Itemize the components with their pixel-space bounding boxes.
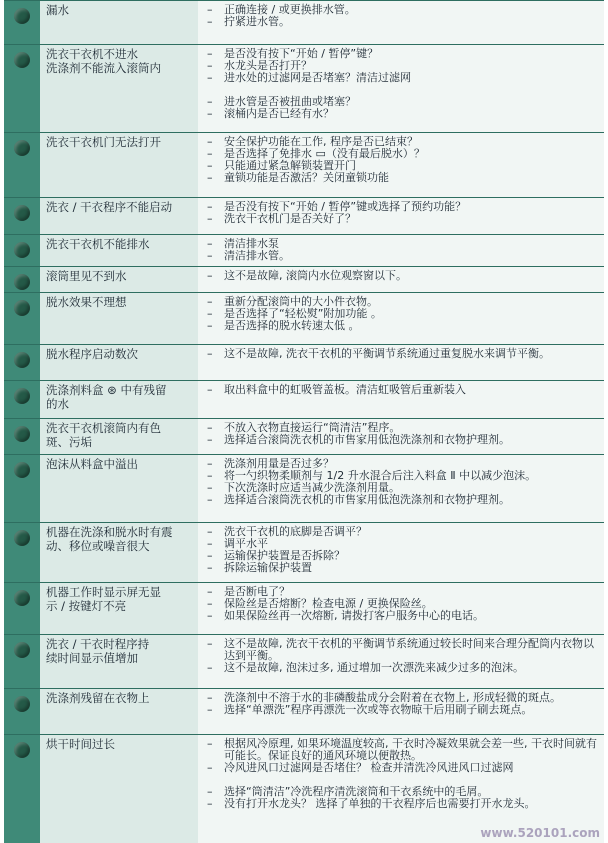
bullet-cell (4, 293, 40, 345)
bullet-dot-icon (14, 388, 30, 404)
dash-marker: – (207, 561, 213, 574)
solution-text: 保险丝是否熔断？检查电源 / 更换保险丝。 (224, 597, 433, 610)
problem-text: 示 / 按键灯不亮 (46, 598, 127, 613)
dash-marker: – (207, 661, 213, 674)
solution-text: 正确连接 / 或更换排水管。 (224, 3, 356, 16)
solution-cell (198, 198, 604, 235)
dash-marker: – (207, 737, 213, 750)
solution-cell (198, 455, 604, 523)
solution-cell (198, 345, 604, 381)
bullet-dot-icon (14, 300, 30, 316)
bullet-cell (4, 455, 40, 523)
solution-item (204, 320, 602, 332)
problem-text: 脱水效果不理想 (46, 295, 127, 309)
bullet-dot-icon (14, 140, 30, 156)
problem-text: 机器在洗涤和脱水时有震 (46, 525, 173, 539)
solution-text: 滚桶内是否已经有水？ (224, 107, 334, 120)
bullet-cell (4, 235, 40, 267)
bullet-cell (4, 689, 40, 735)
problem-cell (40, 381, 198, 419)
bullet-cell (4, 45, 40, 133)
solution-text: 进水管是否被扭曲或堵塞？ (224, 95, 356, 108)
dash-marker: – (207, 319, 213, 332)
solution-cell (198, 267, 604, 293)
solution-text: 进水处的过滤网是否堵塞？清洁过滤网 (224, 71, 411, 84)
dash-marker: – (207, 3, 213, 16)
solution-text: 是否没有按下“开始 / 暂停”键或选择了预约功能？ (224, 200, 467, 213)
solution-item (204, 213, 602, 225)
bullet-cell (4, 523, 40, 583)
solution-text: 童锁功能是否激活？关闭童锁功能 (224, 171, 389, 184)
table-row (4, 418, 604, 455)
problem-text: 漏水 (46, 3, 69, 17)
bullet-dot-icon (14, 242, 30, 258)
bullet-dot-icon (14, 426, 30, 442)
solution-item (204, 108, 602, 120)
solution-text: 清洁排水泵 (224, 237, 279, 250)
dash-marker: – (207, 457, 213, 470)
solution-item (204, 704, 602, 716)
problem-text: 续时间显示值增加 (46, 650, 138, 665)
dash-marker: – (207, 59, 213, 72)
solution-item (204, 762, 602, 774)
solution-text: 拧紧进水管。 (224, 15, 290, 28)
table-row (4, 522, 604, 583)
bullet-dot-icon (14, 52, 30, 68)
table-row (4, 44, 604, 133)
bullet-cell (4, 345, 40, 381)
problem-text: 洗涤剂料盒 ⊛ 中有残留 (46, 383, 167, 397)
troubleshooting-table (4, 0, 604, 842)
dash-marker: – (207, 433, 213, 446)
dash-marker: – (207, 71, 213, 84)
solution-item (204, 562, 602, 574)
solution-text: 下次洗涤时应适当减少洗涤剂用量。 (224, 481, 400, 494)
watermark: www.520101.com (480, 826, 600, 840)
bullet-cell (4, 381, 40, 419)
solution-text: 没有打开水龙头？ 选择了单独的干衣程序后也需要打开水龙头。 (224, 797, 536, 810)
dash-marker: – (207, 347, 213, 360)
table-row (4, 266, 604, 293)
solution-cell (198, 1, 604, 45)
table-row (4, 197, 604, 235)
solution-cell (198, 635, 604, 689)
problem-cell (40, 45, 198, 133)
solution-text: 清洁排水管。 (224, 249, 290, 262)
bullet-cell (4, 198, 40, 235)
solution-text: 只能通过紧急解锁装置开门 (224, 159, 356, 172)
problem-text: 洗涤剂残留在衣物上 (46, 691, 150, 705)
solution-cell (198, 689, 604, 735)
solution-text: 根据风冷原理, 如果环境温度较高, 干衣时冷凝效果就会差一些, 干衣时间就有可能长。保证良好的通风环境以便散热。 (224, 737, 597, 762)
solution-text: 选择“筒清洁”冷洗程序清洗滚筒和干衣系统中的毛屑。 (224, 785, 489, 798)
problem-text: 的水 (46, 396, 69, 411)
problem-cell (40, 198, 198, 235)
solution-text: 是否选择的脱水转速太低 。 (224, 319, 360, 332)
solution-text: 是否选择了“轻松熨”附加功能 。 (224, 307, 382, 320)
solution-text: 这不是故障, 滚筒内水位观察窗以下。 (224, 269, 407, 282)
problem-text: 洗涤剂不能流入滚筒内 (46, 60, 161, 75)
problem-text: 洗衣干衣机滚筒内有色 (46, 421, 161, 435)
solution-item (204, 494, 602, 506)
solution-text: 调平水平 (224, 537, 268, 550)
table-row (4, 0, 604, 45)
table-row (4, 344, 604, 381)
dash-marker: – (207, 421, 213, 434)
solution-item (204, 250, 602, 262)
dash-marker: – (207, 95, 213, 108)
solution-text: 是否选择了免排水 ▭（没有最后脱水）？ (224, 147, 425, 160)
dash-marker: – (207, 135, 213, 148)
dash-marker: – (207, 493, 213, 506)
dash-marker: – (207, 761, 213, 774)
bullet-dot-icon (14, 8, 30, 24)
problem-cell (40, 583, 198, 635)
dash-marker: – (207, 295, 213, 308)
solution-text: 洗涤剂中不溶于水的非磷酸盐成分会附着在衣物上, 形成轻微的斑点。 (224, 691, 561, 704)
problem-text: 洗衣干衣机门无法打开 (46, 135, 161, 149)
problem-cell (40, 455, 198, 523)
dash-marker: – (207, 597, 213, 610)
dash-marker: – (207, 159, 213, 172)
table-row (4, 634, 604, 689)
dash-marker: – (207, 147, 213, 160)
solution-cell (198, 419, 604, 455)
solution-text: 选择适合滚筒洗衣机的市售家用低泡洗涤剂和衣物护理剂。 (224, 433, 510, 446)
solution-item (204, 16, 602, 28)
bullet-dot-icon (14, 742, 30, 758)
table-row (4, 132, 604, 198)
solution-text: 运输保护装置是否拆除？ (224, 549, 345, 562)
dash-marker: – (207, 269, 213, 282)
table-row (4, 380, 604, 419)
bullet-dot-icon (14, 274, 30, 290)
solution-text: 水龙头是否打开？ (224, 59, 312, 72)
solution-text: 这不是故障, 洗衣干衣机的平衡调节系统通过较长时间来合理分配筒内衣物以达到平衡。 (224, 637, 594, 662)
bullet-cell (4, 735, 40, 843)
dash-marker: – (207, 537, 213, 550)
problem-cell (40, 235, 198, 267)
solution-cell (198, 583, 604, 635)
solution-item (204, 798, 602, 810)
solution-text: 安全保护功能在工作, 程序是否已结束？ (224, 135, 418, 148)
problem-text: 机器工作时显示屏无显 (46, 585, 161, 599)
solution-text: 重新分配滚筒中的大小件衣物。 (224, 295, 378, 308)
solution-item (204, 738, 602, 762)
problem-cell (40, 523, 198, 583)
dash-marker: – (207, 637, 213, 650)
solution-text: 不放入衣物直接运行“筒清洁”程序。 (224, 421, 401, 434)
table-row (4, 234, 604, 267)
problem-text: 洗衣 / 干衣程序不能启动 (46, 200, 173, 214)
bullet-dot-icon (14, 530, 30, 546)
table-row (4, 454, 604, 523)
bullet-cell (4, 583, 40, 635)
solution-cell (198, 235, 604, 267)
bullet-cell (4, 133, 40, 198)
dash-marker: – (207, 525, 213, 538)
solution-text: 这不是故障, 洗衣干衣机的平衡调节系统通过重复脱水来调节平衡。 (224, 347, 550, 360)
solution-item (204, 72, 602, 84)
solution-cell (198, 381, 604, 419)
dash-marker: – (207, 797, 213, 810)
bullet-cell (4, 635, 40, 689)
problem-text: 脱水程序启动数次 (46, 347, 138, 361)
solution-item (204, 434, 602, 446)
problem-text: 斑、污垢 (46, 434, 92, 449)
dash-marker: – (207, 200, 213, 213)
problem-text: 烘干时间过长 (46, 737, 115, 751)
solution-text: 拆除运输保护装置 (224, 561, 312, 574)
solution-text: 是否断电了？ (224, 585, 290, 598)
problem-cell (40, 419, 198, 455)
dash-marker: – (207, 107, 213, 120)
dash-marker: – (207, 47, 213, 60)
solution-text: 这不是故障, 泡沫过多, 通过增加一次漂洗来减少过多的泡沫。 (224, 661, 524, 674)
dash-marker: – (207, 609, 213, 622)
dash-marker: – (207, 481, 213, 494)
solution-item (204, 384, 602, 396)
problem-cell (40, 635, 198, 689)
problem-cell (40, 735, 198, 843)
problem-cell (40, 267, 198, 293)
problem-cell (40, 133, 198, 198)
dash-marker: – (207, 703, 213, 716)
bullet-dot-icon (14, 205, 30, 221)
bullet-cell (4, 1, 40, 45)
solution-text: 选择适合滚筒洗衣机的市售家用低泡洗涤剂和衣物护理剂。 (224, 493, 510, 506)
solution-text: 洗衣干衣机的底脚是否调平？ (224, 525, 367, 538)
bullet-dot-icon (14, 642, 30, 658)
problem-text: 滚筒里见不到水 (46, 269, 127, 283)
bullet-cell (4, 419, 40, 455)
problem-cell (40, 689, 198, 735)
solution-item (204, 610, 602, 622)
dash-marker: – (207, 383, 213, 396)
dash-marker: – (207, 15, 213, 28)
bullet-cell (4, 267, 40, 293)
solution-item (204, 638, 602, 662)
table-row (4, 582, 604, 635)
problem-text: 洗衣干衣机不能排水 (46, 237, 150, 251)
dash-marker: – (207, 237, 213, 250)
problem-text: 洗衣 / 干衣时程序持 (46, 637, 150, 651)
problem-text: 动、移位或噪音很大 (46, 538, 150, 553)
table-row (4, 688, 604, 735)
problem-text: 洗衣干衣机不进水 (46, 47, 138, 61)
dash-marker: – (207, 691, 213, 704)
solution-cell (198, 133, 604, 198)
bullet-dot-icon (14, 590, 30, 606)
solution-text: 是否没有按下“开始 / 暂停”键？ (224, 47, 379, 60)
solution-item (204, 172, 602, 184)
problem-cell (40, 345, 198, 381)
solution-cell (198, 293, 604, 345)
bullet-dot-icon (14, 462, 30, 478)
solution-text: 选择“单漂洗”程序再漂洗一次或等衣物晾干后用刷子刷去斑点。 (224, 703, 533, 716)
dash-marker: – (207, 307, 213, 320)
solution-cell (198, 45, 604, 133)
dash-marker: – (207, 171, 213, 184)
dash-marker: – (207, 469, 213, 482)
solution-text: 将一勺织物柔顺剂与 1/2 升水混合后注入料盒 Ⅱ 中以减少泡沫。 (224, 469, 537, 482)
dash-marker: – (207, 585, 213, 598)
bullet-dot-icon (14, 352, 30, 368)
solution-text: 洗衣干衣机门是否关好了？ (224, 212, 356, 225)
solution-item (204, 348, 602, 360)
solution-item (204, 270, 602, 282)
solution-text: 冷风进风口过滤网是否堵住？ 检查并清洗冷风进风口过滤网 (224, 761, 514, 774)
solution-text: 洗涤剂用量是否过多？ (224, 457, 334, 470)
dash-marker: – (207, 785, 213, 798)
dash-marker: – (207, 212, 213, 225)
solution-text: 取出料盒中的虹吸管盖板。清洁虹吸管后重新装入 (224, 383, 466, 396)
dash-marker: – (207, 249, 213, 262)
problem-cell (40, 293, 198, 345)
dash-marker: – (207, 549, 213, 562)
problem-cell (40, 1, 198, 45)
problem-text: 泡沫从料盒中溢出 (46, 457, 138, 471)
solution-text: 如果保险丝再一次熔断, 请拨打客户服务中心的电话。 (224, 609, 484, 622)
bullet-dot-icon (14, 696, 30, 712)
solution-cell (198, 523, 604, 583)
solution-item (204, 662, 602, 674)
table-row (4, 292, 604, 345)
